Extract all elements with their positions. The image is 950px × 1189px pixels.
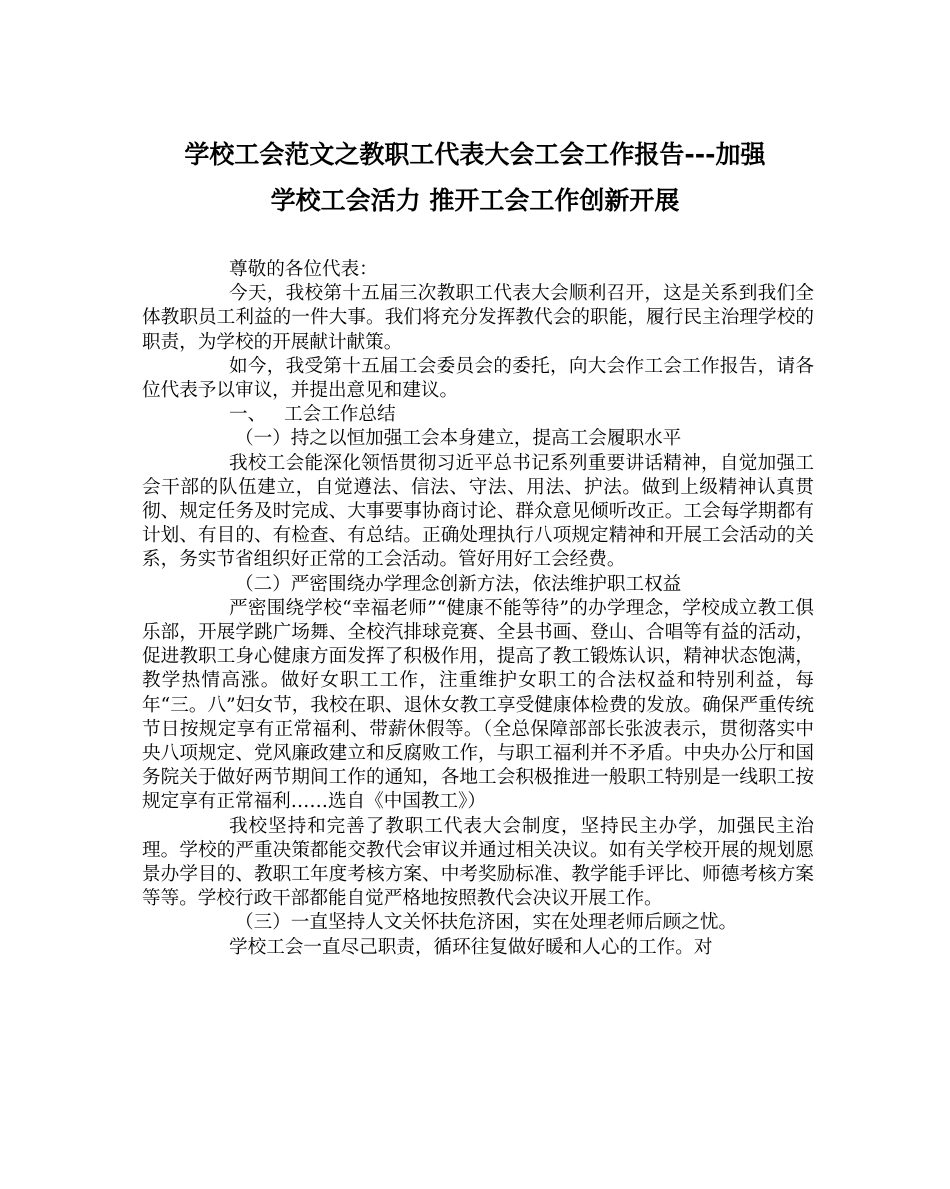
section-number: 一、: [229, 404, 267, 426]
paragraph-subsection-3: 学校工会一直尽己职责，循环往复做好暖和人心的工作。对: [229, 936, 713, 958]
paragraph-opening: 今天，我校第十五届三次教职工代表大会顺利召开，这是关系到我们全体教职员工利益的一件大事。我们将充分发挥教代会的职能，履行民主治理学校的职责，为学校的开展献计献策。: [142, 283, 814, 353]
paragraph-subsection-2a: 严密围绕学校“幸福老师”“健康不能等待”的办学理念，学校成立教工俱乐部，开展学跳广场舞、全校汽排球竞赛、全县书画、登山、合唱等有益的活动，促进教职工身心健康方面发挥了积极作用，提高了教工锻炼认识，精神状态饱满，教学热情高涨。做好女职工工作，注重维护女职工的合法权益和特别利益，每年“三。八”妇女节，我校在职、退休女教工享受健康体检费的发放。确保严重传统节日按规定享有正常福利、带薪休假等。（全总保障部部长张波表示，贯彻落实中央八项规定、党风廉政建立和反腐败工作，与职工福利并不矛盾。中央办公厅和国务院关于做好两节期间工作的通知，各地工会积极推进一般职工特别是一线职工按规定享有正常福利……选自《中国教工》）: [142, 597, 814, 813]
document-title-line-1: 学校工会范文之教职工代表大会工会工作报告---加强: [184, 140, 766, 169]
paragraph-subsection-2b: 我校坚持和完善了教职工代表大会制度，坚持民主办学，加强民主治理。学校的严重决策都能交教代会审议并通过相关决议。如有关学校开展的规划愿景办学目的、教职工年度考核方案、中考奖励标准、教学能手评比、师德考核方案等等。学校行政干部都能自觉严格地按照教代会决议开展工作。: [142, 815, 814, 910]
section-heading-1: [142, 403, 814, 427]
document-body: [142, 258, 814, 960]
subsection-heading-3: （三）一直坚持人文关怀扶危济困，实在处理老师后顾之忧。: [235, 912, 738, 934]
document-title-line-2: 学校工会活力 推开工会工作创新开展: [270, 186, 680, 215]
subsection-heading-2: （二）严密围绕办学理念创新方法，依法维护职工权益: [235, 573, 682, 595]
paragraph-subsection-1: 我校工会能深化领悟贯彻习近平总书记系列重要讲话精神，自觉加强工会干部的队伍建立，自觉遵法、信法、守法、用法、护法。做到上级精神认真贯彻、规定任务及时完成、大事要事协商讨论、群众意见倾听改正。工会每学期都有计划、有目的、有检查、有总结。正确处理执行八项规定精神和开展工会活动的关系，务实节省组织好正常的工会活动。管好用好工会经费。: [142, 452, 814, 571]
paragraph-commission: 如今，我受第十五届工会委员会的委托，向大会作工会工作报告，请各位代表予以审议，并提出意见和建议。: [142, 355, 814, 402]
subsection-heading-1: （一）持之以恒加强工会本身建立，提高工会履职水平: [235, 428, 682, 450]
section-title: 工会工作总结: [284, 404, 396, 426]
salutation: 尊敬的各位代表：: [229, 259, 378, 280]
